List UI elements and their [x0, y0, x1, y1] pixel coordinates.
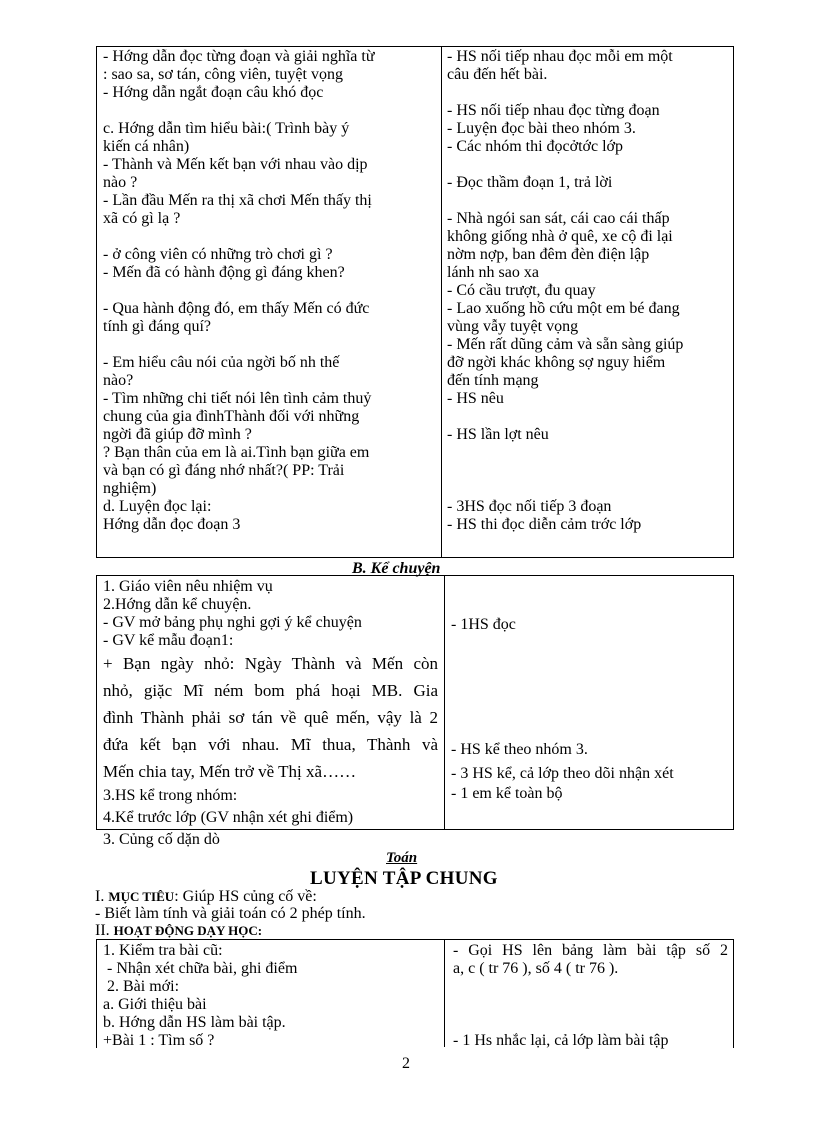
table-row: - 1 em kể toàn bộ — [451, 785, 563, 802]
teacher-activity-column — [103, 942, 438, 1050]
student-activity-column — [447, 48, 727, 534]
table-row: câu đến hết bài. — [447, 66, 548, 83]
table-row: - Em hiểu câu nói của ngời bố nh thế — [103, 354, 340, 371]
table-row: ? Bạn thân của em là ai.Tình bạn giữa em — [103, 444, 370, 461]
table-row: c. Hớng dẫn tìm hiểu bài:( Trình bày ý — [103, 120, 350, 137]
table-row: - Mến rất dũng cảm và sẵn sàng giúp — [447, 336, 684, 353]
table-row: vùng vẫy tuyệt vọng — [447, 318, 579, 335]
table-row: và bạn có gì đáng nhớ nhất?( PP: Trải — [103, 462, 345, 479]
table-row: - Gọi HS lên bảng làm bài tập số 2 — [453, 942, 728, 959]
page-title: LUYỆN TẬP CHUNG — [310, 868, 498, 889]
table-row — [103, 282, 436, 300]
table-row: a, c ( tr 76 ), số 4 ( tr 76 ). — [453, 960, 619, 977]
table-row: 3.HS kể trong nhóm: — [103, 787, 238, 804]
table-row — [447, 408, 727, 426]
table-row: - Hớng dẫn đọc từng đoạn và giải nghĩa từ — [103, 48, 375, 65]
student-activity-column — [453, 942, 728, 1049]
table-row — [447, 480, 727, 498]
table-row: - Mến đã có hành động gì đáng khen? — [103, 264, 345, 281]
teacher-activity-column — [103, 48, 436, 534]
table-row: a. Giới thiệu bài — [103, 996, 207, 1013]
table-row: không giống nhà ở quê, xe cộ đi lại — [447, 228, 673, 245]
table-row: - GV kể mẫu đoạn1: — [103, 632, 234, 649]
table-row: - 3HS đọc nối tiếp 3 đoạn — [447, 498, 612, 515]
table-row: nờm nợp, ban đêm đèn điện lập — [447, 246, 650, 263]
table-row: + Bạn ngày nhỏ: Ngày Thành và Mến còn — [103, 654, 438, 673]
table-row: 4.Kể trước lớp (GV nhận xét ghi điểm) — [103, 809, 354, 826]
table-row: : sao sa, sơ tán, công viên, tuyệt vọng — [103, 66, 343, 83]
table-row: 1. Giáo viên nêu nhiệm vụ — [103, 578, 273, 595]
table-row — [103, 228, 436, 246]
table-row: - Đọc thầm đoạn 1, trả lời — [447, 174, 613, 191]
storytelling-heading: B. Kể chuyện — [352, 560, 441, 577]
table-row: nhỏ, giặc Mĩ ném bom phá hoại MB. Gia — [103, 681, 438, 700]
table-row: d. Luyện đọc lại: — [103, 498, 212, 515]
table-row: - Qua hành động đó, em thấy Mến có đức — [103, 300, 370, 317]
table-row: - Lao xuống hồ cứu một em bé đang — [447, 300, 680, 317]
table-row: +Bài 1 : Tìm số ? — [103, 1032, 215, 1049]
table-divider — [441, 46, 442, 557]
table-row: - HS nối tiếp nhau đọc từng đoạn — [447, 102, 660, 119]
table-divider — [444, 575, 445, 829]
lesson-title — [310, 868, 498, 890]
table-row: - HS lần lợt nêu — [447, 426, 549, 443]
table-row: - Hớng dẫn ngắt đoạn câu khó đọc — [103, 84, 324, 101]
table-row: - 1HS đọc — [451, 616, 516, 633]
table-row: lánh nh sao xa — [447, 264, 539, 281]
table-row: 1. Kiểm tra bài cũ: — [103, 942, 223, 959]
table-row: kiến cá nhân) — [103, 138, 190, 155]
table-row: - Thành và Mến kết bạn với nhau vào dịp — [103, 156, 368, 173]
table-row: - HS nêu — [447, 390, 504, 407]
table-row: nào ? — [103, 174, 138, 191]
table-row: đình Thành phải sơ tán về quê mến, vậy là 2 — [103, 708, 438, 727]
table-row: b. Hớng dẫn HS làm bài tập. — [103, 1014, 286, 1031]
table-row — [447, 156, 727, 174]
table-row — [447, 444, 727, 462]
table-row: tính gì đáng quí? — [103, 318, 211, 335]
objective-line: I. MỤC TIÊU: Giúp HS củng cố về: — [95, 888, 317, 905]
table-row: - HS kể theo nhóm 3. — [451, 741, 588, 758]
table-row: - Nhận xét chữa bài, ghi điểm — [103, 960, 298, 977]
table-row: 2.Hớng dẫn kể chuyện. — [103, 596, 252, 613]
table-row: - Có cầu trượt, đu quay — [447, 282, 596, 299]
table-row — [103, 102, 436, 120]
activities-heading: II. HOẠT ĐỘNG DẠY HỌC: — [95, 922, 263, 939]
table-row — [447, 462, 727, 480]
table-row: - Lần đầu Mến ra thị xã chơi Mến thấy thị — [103, 192, 372, 209]
table-row — [447, 84, 727, 102]
table-row: - HS thi đọc diễn cảm trớc lớp — [447, 516, 642, 533]
page-number: 2 — [402, 1055, 410, 1072]
table-row: đến tính mạng — [447, 372, 539, 389]
objective-item: - Biết làm tính và giải toán có 2 phép tính. — [95, 905, 366, 922]
table-row: - ở công viên có những trò chơi gì ? — [103, 246, 333, 263]
table-row: 3. Củng cố dặn dò — [103, 831, 220, 848]
table-row: chung của gia đìnhThành đối với những — [103, 408, 360, 425]
table-row: - 1 Hs nhắc lại, cả lớp làm bài tập — [453, 1032, 669, 1049]
table-row: - Luyện đọc bài theo nhóm 3. — [447, 120, 636, 137]
table-row: Hớng dẫn đọc đoạn 3 — [103, 516, 241, 533]
table-row: - Tìm những chi tiết nói lên tình cảm thuỷ — [103, 390, 372, 407]
table-row: đứa kết bạn với nhau. Mĩ thua, Thành và — [103, 735, 438, 754]
table-row: xã có gì lạ ? — [103, 210, 181, 227]
table-row: 2. Bài mới: — [103, 978, 180, 995]
table-row: - HS nối tiếp nhau đọc mỗi em một — [447, 48, 673, 65]
table-row: Mến chia tay, Mến trở về Thị xã…… — [103, 762, 357, 781]
subject-title: Toán — [386, 850, 418, 866]
table-row: nghiệm) — [103, 480, 157, 497]
table-row: - Nhà ngói san sát, cái cao cái thấp — [447, 210, 670, 227]
table-row: - 3 HS kể, cả lớp theo dõi nhận xét — [451, 765, 674, 782]
table-row: đỡ ngời khác không sợ nguy hiểm — [447, 354, 666, 371]
teacher-activity-column — [103, 578, 438, 849]
table-divider — [444, 939, 445, 1047]
table-row — [103, 336, 436, 354]
table-row: - GV mở bảng phụ nghi gợi ý kể chuyện — [103, 614, 362, 631]
table-row: nào? — [103, 372, 134, 389]
table-row — [447, 192, 727, 210]
table-row: - Các nhóm thi đọcởtớc lớp — [447, 138, 624, 155]
table-row: ngời đã giúp đỡ mình ? — [103, 426, 252, 443]
